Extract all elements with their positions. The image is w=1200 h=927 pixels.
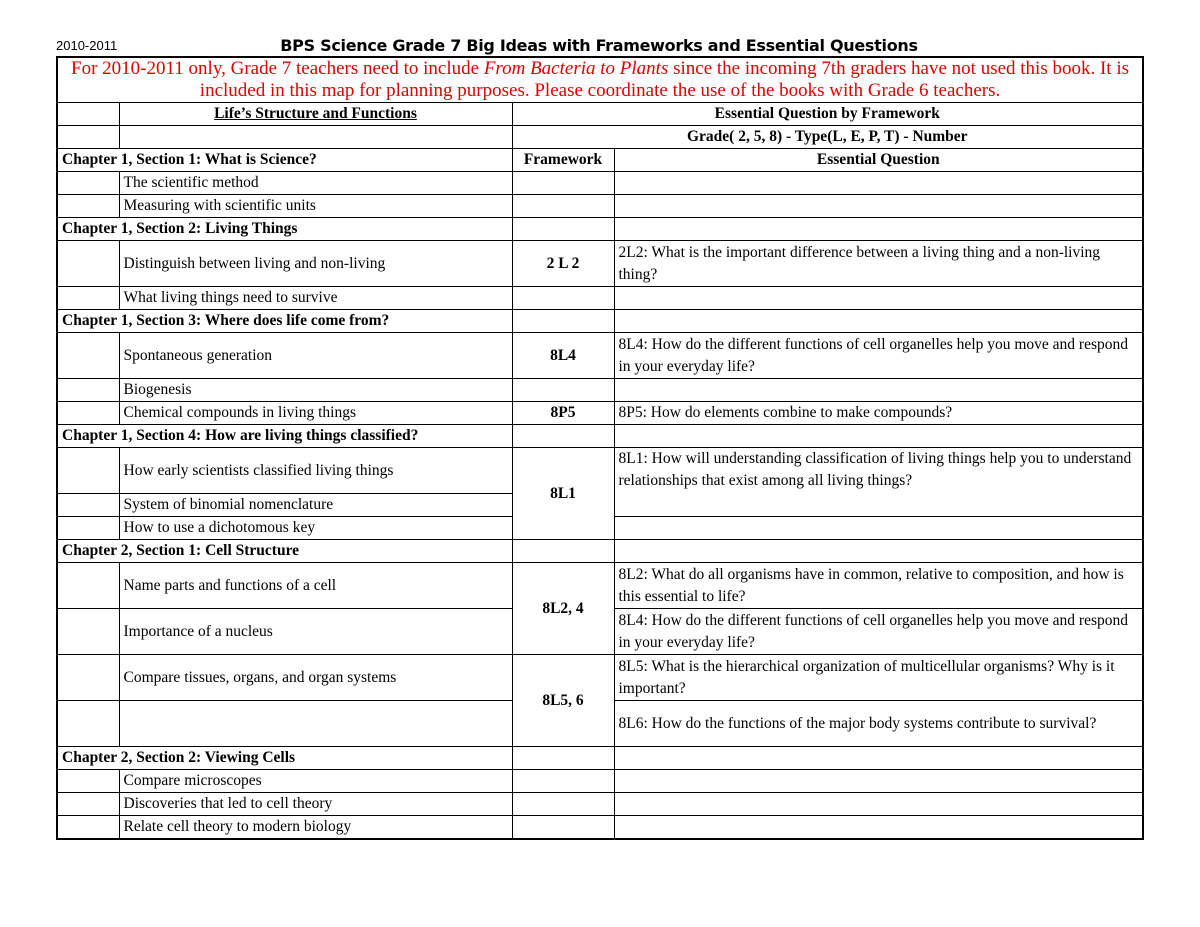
notice-text-before: For 2010-2011 only, Grade 7 teachers need to include [71, 58, 484, 79]
page-title: BPS Science Grade 7 Big Ideas with Frameworks and Essential Questions [280, 36, 918, 55]
essential-question-cell: 8L1: How will understanding classification of living things help you to understand relationships that exist among all living things? [614, 448, 1143, 517]
section-title: Chapter 1, Section 3: Where does life come from? [57, 310, 512, 333]
column-header-framework: Framework [512, 149, 614, 172]
topic-cell: Compare microscopes [119, 770, 512, 793]
framework-cell: 2 L 2 [512, 241, 614, 287]
essential-question-cell: 8L4: How do the different functions of cell organelles help you move and respond in your everyday life? [614, 609, 1143, 655]
framework-cell: 8P5 [512, 402, 614, 425]
topic-cell: Discoveries that led to cell theory [119, 793, 512, 816]
topic-cell: How early scientists classified living things [119, 448, 512, 494]
notice-book-title: From Bacteria to Plants [483, 58, 669, 79]
topic-cell: Distinguish between living and non-living [119, 241, 512, 287]
topic-cell: Chemical compounds in living things [119, 402, 512, 425]
section-title: Chapter 1, Section 4: How are living things classified? [57, 425, 512, 448]
essential-question-cell: 8P5: How do elements combine to make compounds? [614, 402, 1143, 425]
section-title: Chapter 1, Section 2: Living Things [57, 218, 512, 241]
essential-question-cell: 8L2: What do all organisms have in common, relative to composition, and how is this essential to life? [614, 563, 1143, 609]
big-ideas-table [56, 56, 1144, 840]
notice-text-after: since the incoming 7th graders have not used this book. It is included in this map for planning purposes. Please coordinate the use of the books with Grade 6 teachers. [199, 58, 1130, 101]
section-title: Chapter 2, Section 2: Viewing Cells [57, 747, 512, 770]
essential-question-cell: 8L4: How do the different functions of cell organelles help you move and respond in your everyday life? [614, 333, 1143, 379]
framework-cell: 8L1 [512, 448, 614, 540]
year-label: 2010-2011 [56, 38, 118, 53]
column-header-question: Essential Question [614, 149, 1143, 172]
topic-cell: The scientific method [119, 172, 512, 195]
section-title: Chapter 2, Section 1: Cell Structure [57, 540, 512, 563]
framework-code-legend: Grade( 2, 5, 8) - Type(L, E, P, T) - Number [512, 126, 1143, 149]
page-header [56, 36, 1142, 56]
blank-cell [57, 103, 119, 126]
topic-cell: How to use a dichotomous key [119, 517, 512, 540]
topic-cell: Name parts and functions of a cell [119, 563, 512, 609]
topic-cell: Compare tissues, organs, and organ systems [119, 655, 512, 701]
blank-cell [57, 126, 119, 149]
topic-cell: Measuring with scientific units [119, 195, 512, 218]
topic-cell: Importance of a nucleus [119, 609, 512, 655]
column-header-essential-question: Essential Question by Framework [512, 103, 1143, 126]
topic-cell: Spontaneous generation [119, 333, 512, 379]
section-title: Chapter 1, Section 1: What is Science? [57, 149, 512, 172]
planning-notice [57, 57, 1143, 103]
column-header-topics: Life’s Structure and Functions [119, 103, 512, 126]
essential-question-cell: 8L6: How do the functions of the major body systems contribute to survival? [614, 701, 1143, 747]
framework-cell: 8L4 [512, 333, 614, 379]
essential-question-cell: 8L5: What is the hierarchical organization of multicellular organisms? Why is it important? [614, 655, 1143, 701]
framework-cell: 8L2, 4 [512, 563, 614, 655]
topic-cell: Biogenesis [119, 379, 512, 402]
blank-cell [119, 126, 512, 149]
topic-cell: System of binomial nomenclature [119, 494, 512, 517]
topic-cell: What living things need to survive [119, 287, 512, 310]
essential-question-cell: 2L2: What is the important difference between a living thing and a non-living thing? [614, 241, 1143, 287]
topic-cell: Relate cell theory to modern biology [119, 816, 512, 840]
framework-cell: 8L5, 6 [512, 655, 614, 747]
